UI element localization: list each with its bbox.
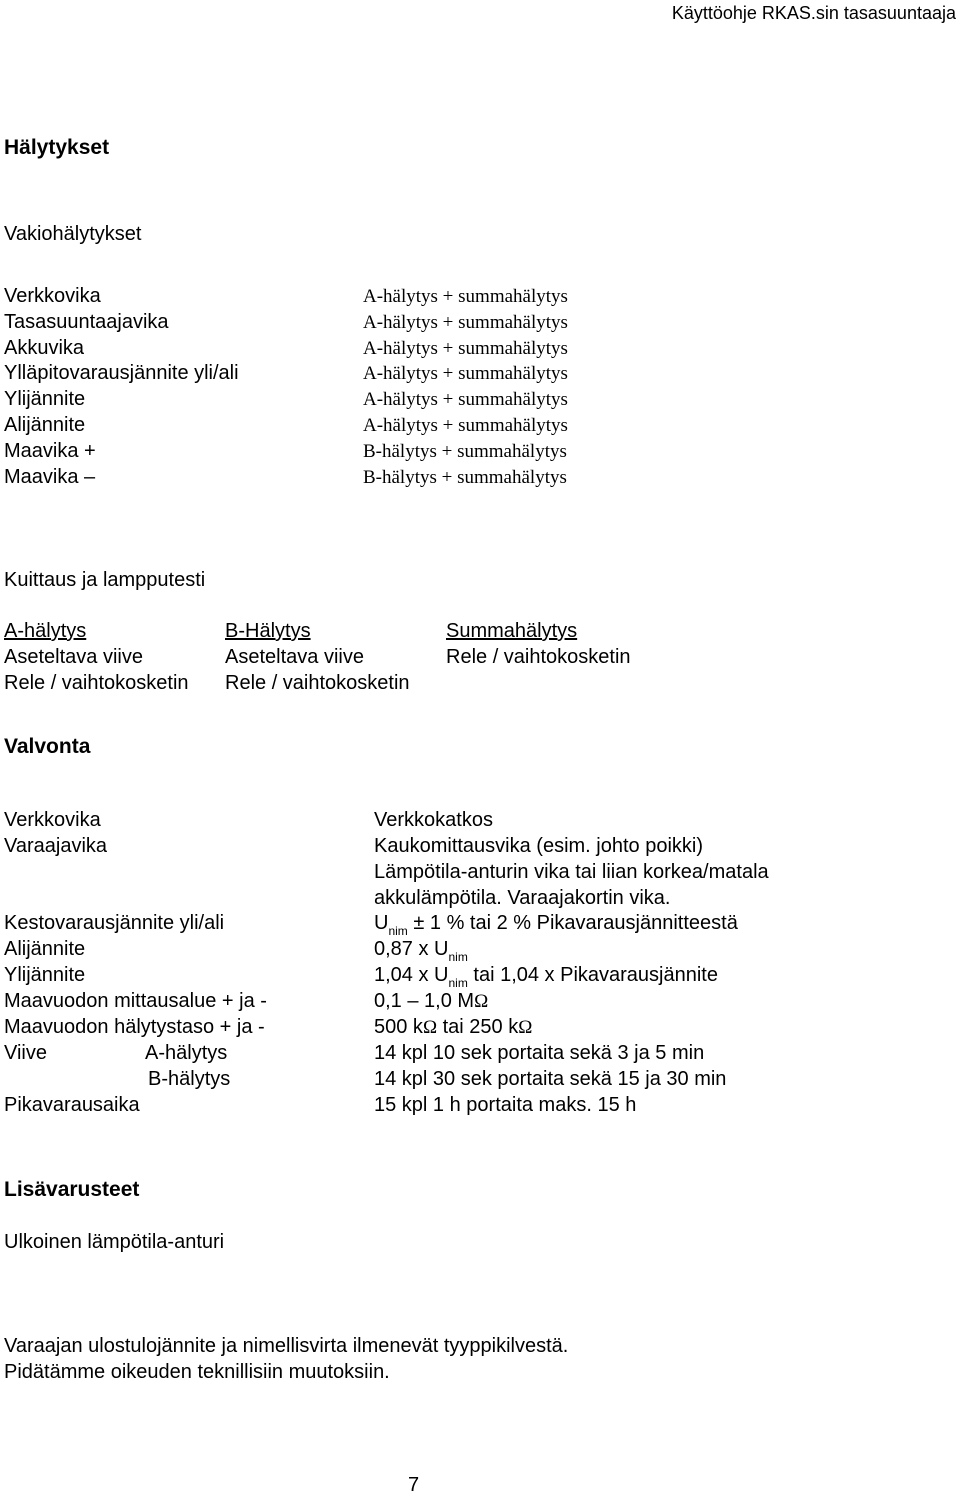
ack-column-line: Rele / vaihtokosketin [4,671,189,694]
ack-column-line: Aseteltava viive [4,645,143,668]
value-text: 0,87 x U [374,938,449,960]
monitoring-value: 15 kpl 1 h portaita maks. 15 h [374,1094,637,1116]
monitoring-label: Pikavarausaika [4,1094,140,1116]
alarm-values-list [363,284,568,490]
monitoring-heading: Valvonta [4,735,91,758]
alarm-names-list [4,284,239,490]
ack-column-line: Rele / vaihtokosketin [446,645,631,668]
alarm-name: Akkuvika [4,336,85,359]
standard-alarms-heading: Vakiohälytykset [4,223,142,245]
value-text: 500 k [374,1016,423,1038]
ack-column-header: Summahälytys [446,620,578,642]
subscript: nim [448,976,468,990]
monitoring-label: Ylijännite [4,964,86,986]
ack-column-a [4,619,189,696]
monitoring-label: Varaajavika [4,835,108,857]
accessories-item: Ulkoinen lämpötila-anturi [4,1231,225,1253]
monitoring-label: Maavuodon hälytystaso + ja - [4,1016,265,1038]
alarm-name: Verkkovika [4,285,101,307]
alarm-value: A-hälytys + summahälytys [363,286,568,307]
alarm-name: Ylijännite [4,388,86,411]
alarm-value: A-hälytys + summahälytys [363,363,568,385]
footer-note: Varaajan ulostulojännite ja nimellisvirta ilmenevät tyyppikilvestä. [4,1335,569,1357]
subscript: nim [388,924,408,938]
ack-column-line: Rele / vaihtokosketin [225,671,410,694]
monitoring-label: Maavuodon mittausalue + ja - [4,990,267,1012]
alarm-value: A-hälytys + summahälytys [363,337,568,359]
document-header-title: Käyttöohje RKAS.sin tasasuuntaaja [671,3,956,23]
monitoring-sublabel: B-hälytys [148,1068,231,1090]
ohm-symbol: Ω [474,991,489,1012]
value-text: tai 250 k [437,1016,519,1038]
ohm-symbol: Ω [518,1017,533,1038]
ack-column-b [225,619,410,696]
value-text: ± 1 % tai 2 % Pikavarausjännitteestä [407,912,738,934]
value-text: 1,04 x U [374,964,449,986]
ack-heading: Kuittaus ja lampputesti [4,569,206,591]
monitoring-value [374,988,488,1015]
monitoring-label: Kestovarausjännite yli/ali [4,912,225,934]
footer-note: Pidätämme oikeuden teknillisiin muutoksiin. [4,1361,390,1383]
alarm-value: B-hälytys + summahälytys [363,440,567,462]
value-text: tai 1,04 x Pikavarausjännite [467,964,718,986]
monitoring-label: Verkkovika [4,809,101,831]
monitoring-value: Kaukomittausvika (esim. johto poikki) [374,835,704,857]
monitoring-value: Lämpötila-anturin vika tai liian korkea/matala [374,861,769,883]
value-text: 0,1 – 1,0 M [374,990,475,1012]
voltage-symbol: U [374,912,389,934]
monitoring-value: akkulämpötila. Varaajakortin vika. [374,887,671,909]
monitoring-value [374,1014,532,1041]
ack-column-header: A-hälytys [4,620,87,642]
accessories-heading: Lisävarusteet [4,1178,140,1201]
alarm-value: A-hälytys + summahälytys [363,389,568,411]
alarm-name: Alijännite [4,413,86,436]
alarm-name: Maavika – [4,465,96,488]
alarm-name: Ylläpitovarausjännite yli/ali [4,362,239,385]
monitoring-label: Viive [4,1042,47,1064]
alarms-heading: Hälytykset [4,136,110,159]
alarm-name: Tasasuuntaajavika [4,310,169,333]
alarm-value: A-hälytys + summahälytys [363,311,568,333]
ack-column-header: B-Hälytys [225,620,311,642]
alarm-value: B-hälytys + summahälytys [363,466,567,488]
ohm-symbol: Ω [422,1017,438,1038]
monitoring-value: 14 kpl 30 sek portaita sekä 15 ja 30 min [374,1068,727,1090]
alarm-name: Maavika + [4,439,96,462]
page-number: 7 [408,1474,420,1496]
monitoring-value: 14 kpl 10 sek portaita sekä 3 ja 5 min [374,1042,705,1064]
monitoring-sublabel: A-hälytys [145,1042,228,1064]
monitoring-value: Verkkokatkos [374,809,493,831]
monitoring-label: Alijännite [4,938,86,960]
ack-column-line: Aseteltava viive [225,645,364,668]
ack-column-sum [446,619,631,671]
alarm-value: A-hälytys + summahälytys [363,414,568,436]
subscript: nim [448,950,468,964]
